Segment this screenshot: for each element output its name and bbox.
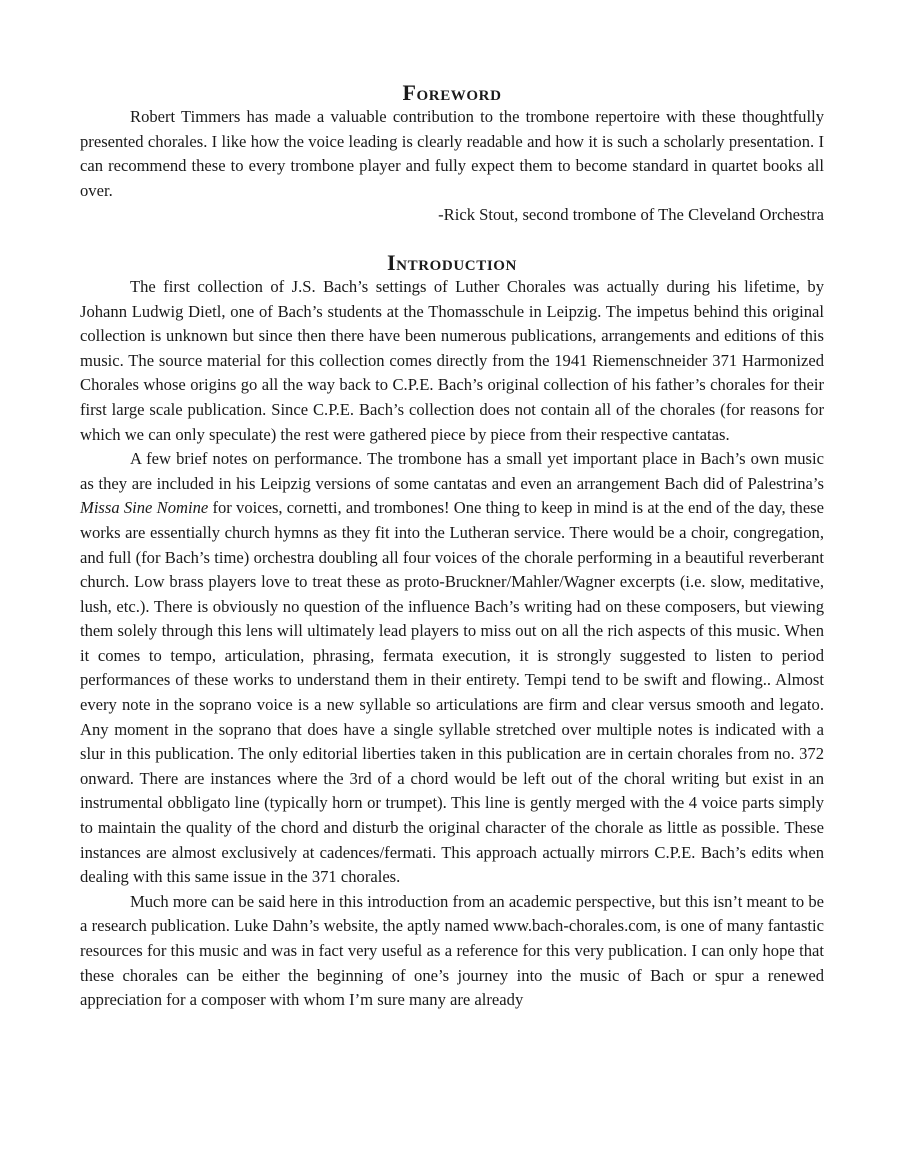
paragraph-2-text-start: A few brief notes on performance. The trombone has a small yet important place in Bach’s own music as they are included in his Leipzig versions of some cantatas and even an arrangement Bach did of Palestrina’s (80, 449, 824, 493)
foreword-section (80, 78, 824, 228)
foreword-paragraph: Robert Timmers has made a valuable contribution to the trombone repertoire with these thoughtfully presented chorales. I like how the voice leading is clearly readable and how it is such a scholarly presentation. I can recommend these to every trombone player and fully expect them to become standard in quartet books all over. (80, 107, 824, 200)
work-title-italic: Missa Sine Nomine (80, 498, 209, 518)
introduction-paragraph-1: The first collection of J.S. Bach’s settings of Luther Chorales was actually during his lifetime, by Johann Ludwig Dietl, one of Bach’s students at the Thomasschule in Leipzig. The impetus behind this original collection is unknown but since then there have been numerous publications, arrangements and editions of this music. The source material for this collection comes directly from the 1941 Riemenschneider 371 Harmonized Chorales whose origins go all the way back to C.P.E. Bach’s original collection of his father’s chorales for their first large scale publication. Since C.P.E. Bach’s collection does not contain all of the chorales (for reasons for which we can only speculate) the rest were gathered piece by piece from their respective cantatas. (80, 276, 824, 444)
document-page (80, 78, 824, 1013)
introduction-paragraph-3: Much more can be said here in this introduction from an academic perspective, but this isn’t meant to be a research publication. Luke Dahn’s website, the aptly named www.bach-chorales.com, is one of many fantastic resources for this music and was in fact very useful as a reference for this very publication. I can only hope that these chorales can be either the beginning of one’s journey into the music of Bach or spur a renewed appreciation for a composer with whom I’m sure many are already (80, 891, 824, 1010)
introduction-section (80, 248, 824, 1013)
foreword-attribution: -Rick Stout, second trombone of The Cleveland Orchestra (438, 205, 824, 225)
paragraph-2-text-end: for voices, cornetti, and trombones! One thing to keep in mind is at the end of the day, these works are essentially church hymns as they fit into the Lutheran service. There would be a choir, congregation, and full (for Bach’s time) orchestra doubling all four voices of the chorale performing in a beautiful reverberant church. Low brass players love to treat these as proto-Bruckner/Mahler/Wagner excerpts (i.e. slow, meditative, lush, etc.). There is obviously no question of the influence Bach’s writing had on these composers, but viewing them solely through this lens will ultimately lead players to miss out on all the rich aspects of this music. When it comes to tempo, articulation, phrasing, fermata execution, it is strongly suggested to listen to period performances of these works to understand them in their entirety. Tempi tend to be swift and flowing.. Almost every note in the soprano voice is a new syllable so articulations are firm and clear versus smooth and legato. Any moment in the soprano that does have a single syllable stretched over multiple notes is indicated with a slur in this publication. The only editorial liberties taken in this publication are in certain chorales from no. 372 onward. There are instances where the 3rd of a chord would be left out of the choral writing but exist in an instrumental obbligato line (typically horn or trumpet). This line is gently merged with the 4 voice parts simply to maintain the quality of the chord and disturb the original character of the chorale as little as possible. These instances are almost exclusively at cadences/fermati. This approach actually mirrors C.P.E. Bach’s edits when dealing with this same issue in the 371 chorales. (80, 498, 825, 887)
introduction-heading: Introduction (387, 249, 517, 275)
introduction-paragraph-2 (80, 447, 824, 890)
foreword-heading: Foreword (402, 80, 502, 105)
